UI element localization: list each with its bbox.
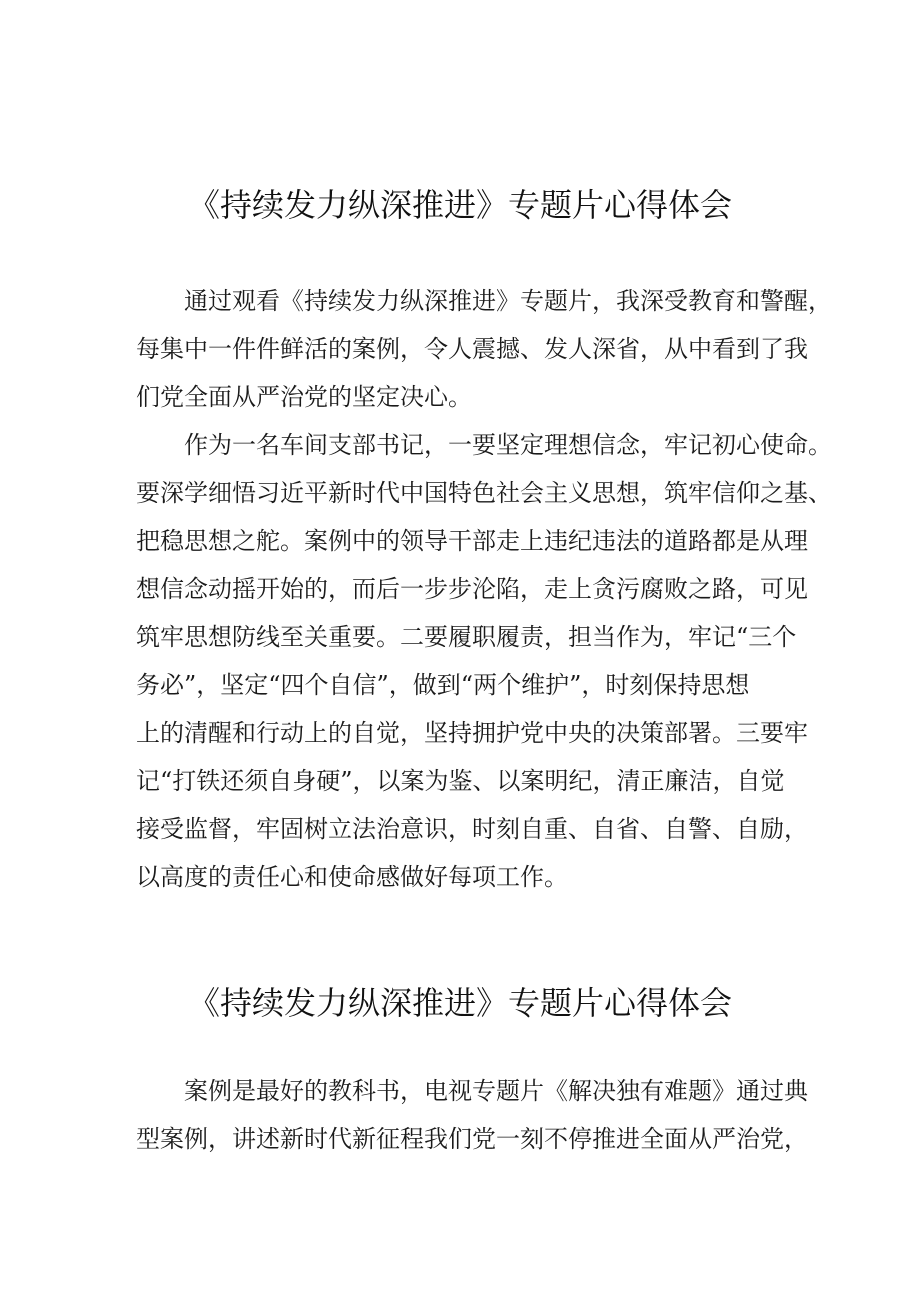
text-line: 案例是最好的教科书，电视专题片《解决独有难题》通过典 xyxy=(184,1077,808,1105)
text-line: 作为一名车间支部书记，一要坚定理想信念，牢记初心使命。 xyxy=(184,431,832,459)
text-line: 把稳思想之舵。案例中的领导干部走上违纪违法的道路都是从理 xyxy=(136,527,808,555)
text-line: 想信念动摇开始的，而后一步步沦陷，走上贪污腐败之路，可见 xyxy=(136,575,808,603)
section-1-title: 《持续发力纵深推进》专题片心得体会 xyxy=(187,186,732,224)
text-line: 以高度的责任心和使命感做好每项工作。 xyxy=(136,863,568,891)
text-line: 们党全面从严治党的坚定决心。 xyxy=(136,383,472,411)
text-line: 每集中一件件鲜活的案例，令人震撼、发人深省，从中看到了我 xyxy=(136,335,808,363)
text-line: 记“打铁还须自身硬”，以案为鉴、以案明纪，清正廉洁，自觉 xyxy=(136,767,785,795)
text-line: 上的清醒和行动上的自觉，坚持拥护党中央的决策部署。三要牢 xyxy=(136,719,808,747)
text-line: 要深学细悟习近平新时代中国特色社会主义思想，筑牢信仰之基、 xyxy=(136,479,832,507)
text-line: 接受监督，牢固树立法治意识，时刻自重、自省、自警、自励， xyxy=(136,815,808,843)
text-line: 通过观看《持续发力纵深推进》专题片，我深受教育和警醒， xyxy=(184,287,832,315)
text-line: 务必”，坚定“四个自信”，做到“两个维护”，时刻保持思想 xyxy=(136,671,750,699)
text-line: 筑牢思想防线至关重要。二要履职履责，担当作为，牢记“三个 xyxy=(136,623,797,651)
section-2-title: 《持续发力纵深推进》专题片心得体会 xyxy=(187,984,732,1022)
text-line: 型案例，讲述新时代新征程我们党一刻不停推进全面从严治党， xyxy=(136,1125,808,1153)
